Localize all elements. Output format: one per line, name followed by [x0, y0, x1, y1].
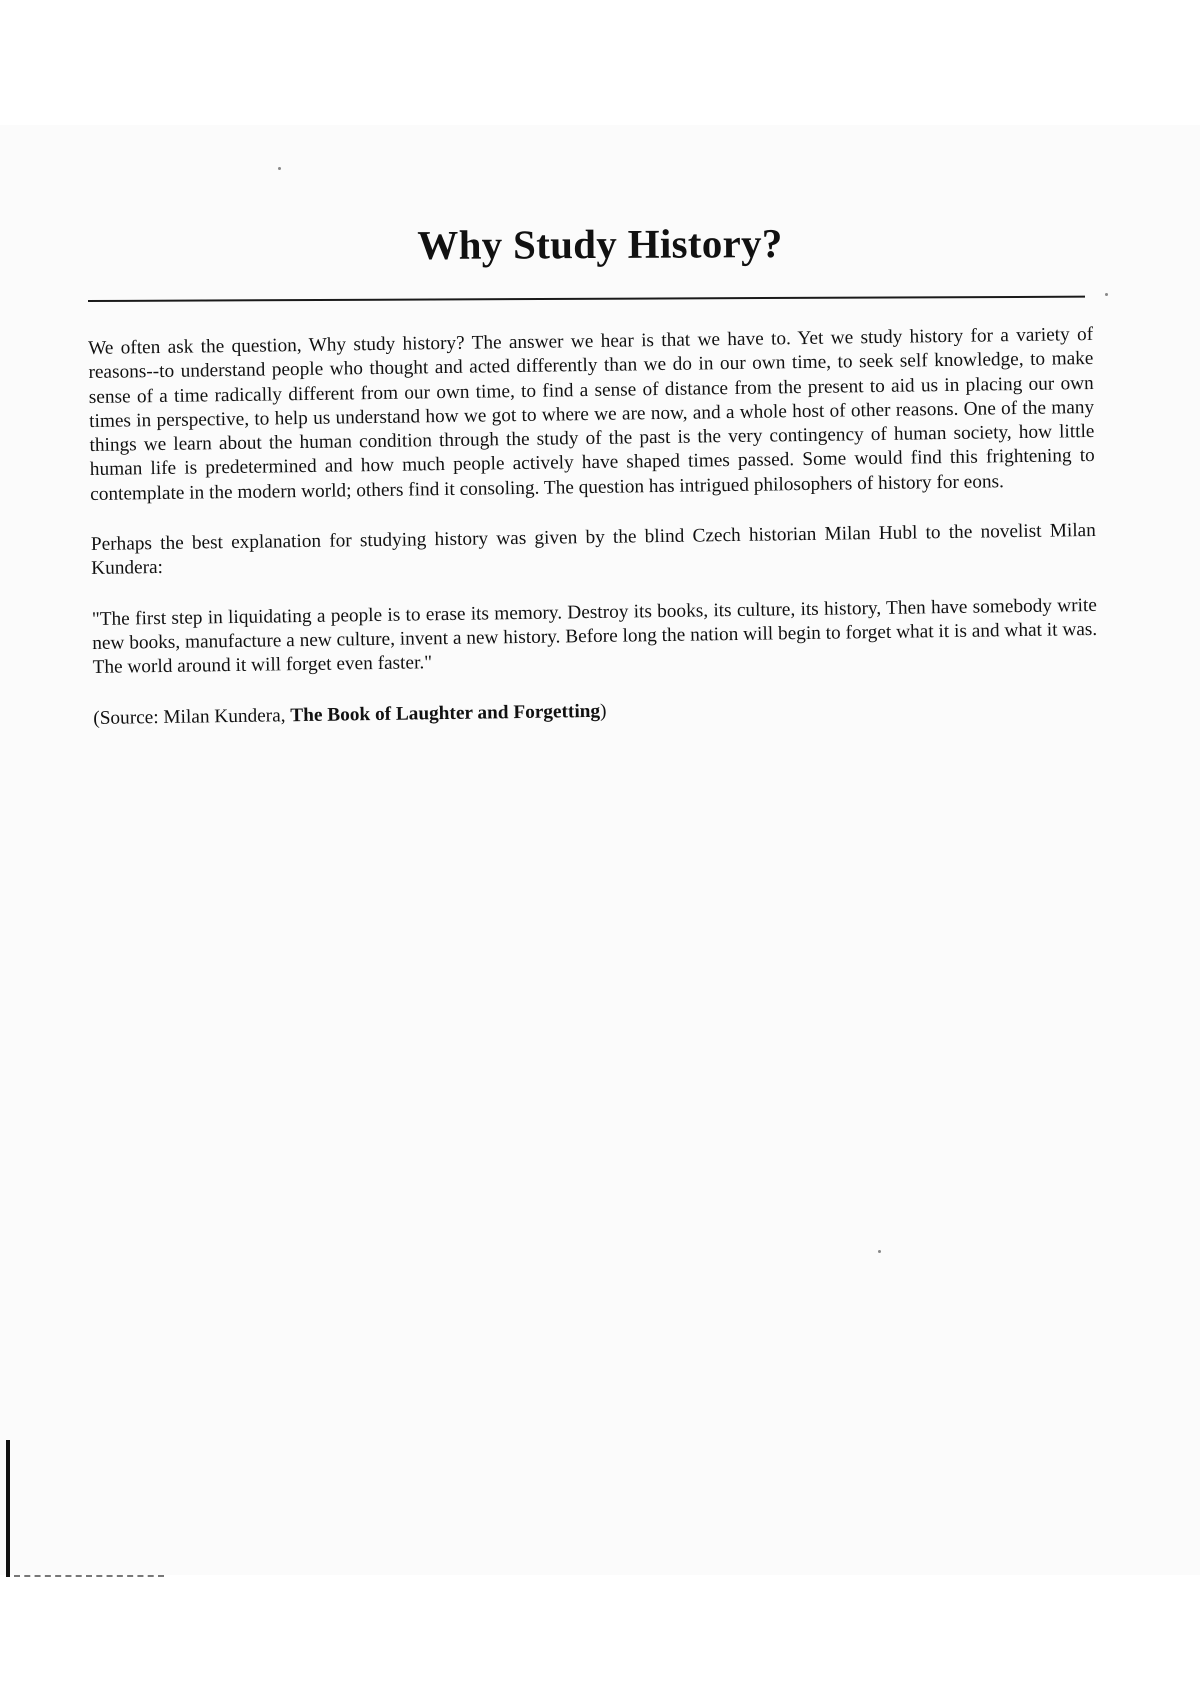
quote-paragraph: "The first step in liquidating a people is to erase its memory. Destroy its books, its culture, its history, Then have somebody write new books, manufacture a new culture, invent a new history. Before long the nation will begin to forget what it is and what it was. The world around it will forget even faster." [91, 594, 1098, 679]
scan-speck [278, 167, 281, 170]
page-title: Why Study History? [417, 220, 783, 268]
document-body [88, 323, 1098, 731]
source-suffix: ) [599, 700, 607, 722]
scan-bottom-dash [14, 1575, 164, 1578]
scan-margin-top [0, 0, 1200, 125]
explanation-paragraph: Perhaps the best explanation for studying history was given by the blind Czech historian Milan Hubl to the novelist Milan Kundera: [90, 520, 1096, 580]
scan-speck [878, 1250, 881, 1253]
intro-paragraph: We often ask the question, Why study history? The answer we hear is that we have to. Yet we study history for a variety of reasons--to understand people who thought and acted differently than we do in our own time, to seek self knowledge, to make sense of a time radically different from our own time, to find a sense of distance from the present to aid us in placing our own times in perspective, to help us understand how we got to where we are now, and a whole host of other reasons. One of the many things we learn about the human condition through the study of the past is the very contingency of human society, how little human life is predetermined and how much people actively have shaped times passed. Some would find this frightening to contemplate in the modern world; others find it consoling. The question has intrigued philosophers of history for eons. [88, 323, 1095, 505]
scan-edge-mark [6, 1440, 10, 1577]
source-book-title: The Book of Laughter and Forgetting [290, 700, 601, 726]
scan-speck [1105, 293, 1108, 296]
source-prefix: (Source: Milan Kundera, [93, 704, 291, 729]
